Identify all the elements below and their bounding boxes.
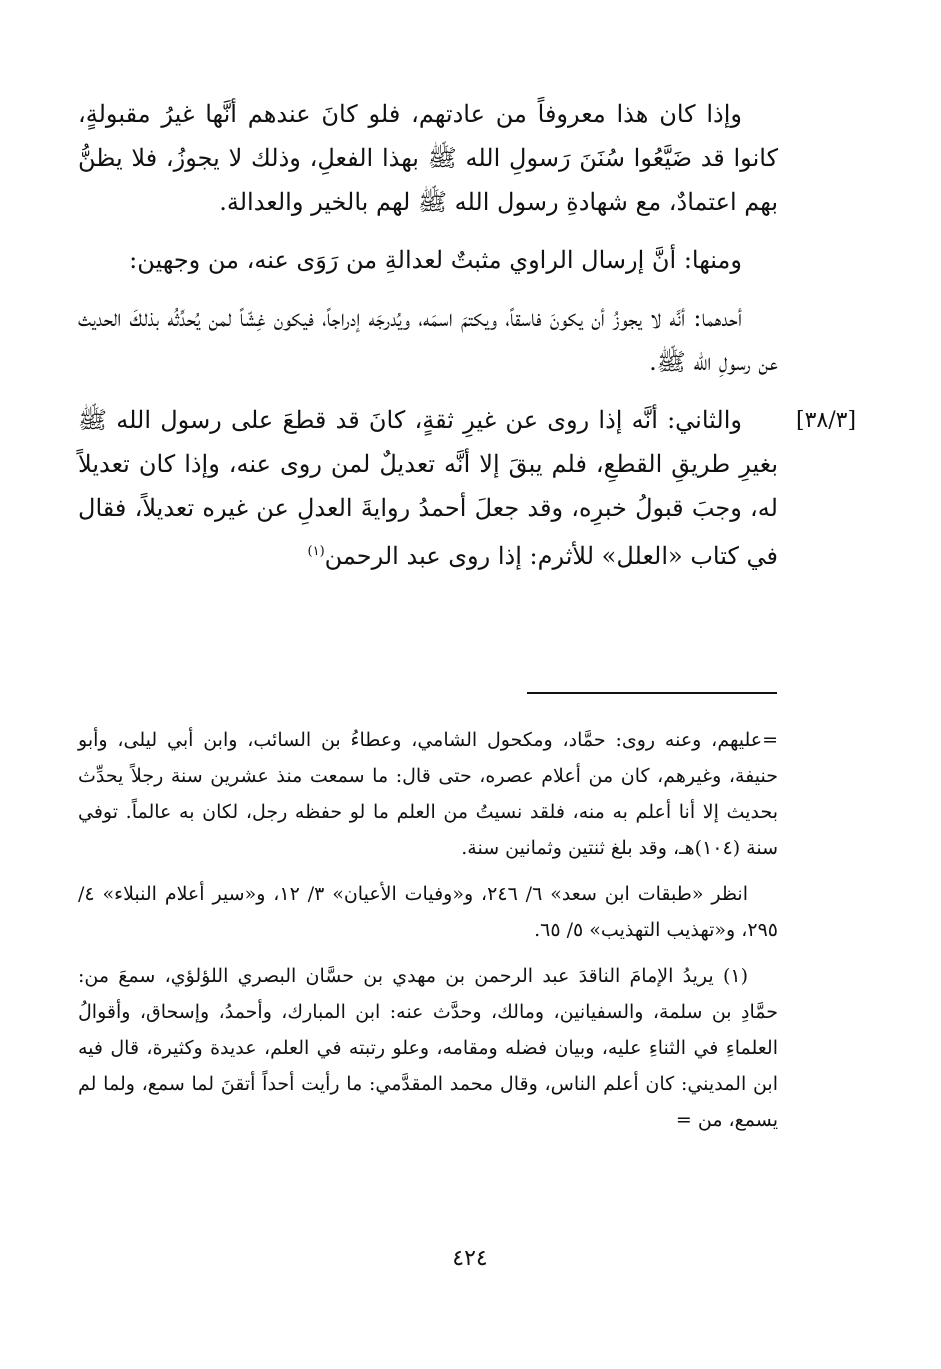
paragraph-4 — [78, 398, 778, 578]
page-number: ٤٢٤ — [452, 1246, 488, 1271]
margin-volume-page-ref: [٣٨/٣] — [796, 408, 857, 433]
paragraph-2: ومنها: أنَّ إرسال الراوي مثبتٌ لعدالةِ من رَوَى عنه، من وجهين: — [129, 246, 742, 274]
footnote-reference[interactable]: (١) — [307, 544, 325, 559]
paragraph-1: وإذا كان هذا معروفاً من عادتهم، فلو كانَ عندهم أنَّها غيرُ مقبولةٍ، كانوا قد ضَيَّعُوا سُنَنَ رَسولِ الله ﷺ بهذا الفعلِ، وذلك لا يجوزُ، فلا يظنُّ بهم اعتمادٌ، مع شهادةِ رسول الله ﷺ لهم بالخير والعدالة. — [78, 100, 778, 216]
footnote-continuation: =عليهم، وعنه روى: حمَّاد، ومكحول الشامي، وعطاءُ بن السائب، وابن أبي ليلى، وأبو حنيفة، وغيرهم، كان من أعلام عصره، حتى قال: ما سمعت منذ عشرين سنة رجلاً يحدِّث بحديث إلا أنا أعلم به منه، فلقد نسيتُ من العلم ما لو حفظه رجل، لكان به عالماً. توفي سنة (١٠٤)هـ، وقد بلغ ثنتين وثمانين سنة. — [78, 729, 778, 859]
footnotes-section — [78, 722, 778, 1148]
paragraph-3: أحدهما: أنَّه لا يجوزُ أن يكونَ فاسقاً، ويكتمَ اسمَه، ويُدرجَه إدراجاً، فيكون غِشّاً لمن يُحدِّثُه بذلكَ الحديث عن رسولِ الله ﷺ. — [78, 304, 778, 376]
paragraph-4-text: والثاني: أنَّه إذا روى عن غيرِ ثقةٍ، كانَ قد قطعَ على رسول الله ﷺ بغيرِ طريقِ القطعِ، فلم يبقَ إلا أنَّه تعديلٌ لمن روى عنه، وإذا كان تعديلاً له، وجبَ قبولُ خبرِه، وقد جعلَ أحمدُ روايةَ العدلِ عن غيره تعديلاً، فقال في كتاب «العلل» للأثرم: إذا روى عبد الرحمن — [78, 406, 778, 570]
footnote-separator — [527, 692, 777, 694]
main-text — [78, 92, 778, 592]
footnote-references: انظر «طبقات ابن سعد» ٦/ ٢٤٦، و«وفيات الأعيان» ٣/ ١٢، و«سير أعلام النبلاء» ٤/ ٢٩٥، و«تهذيب التهذيب» ٥/ ٦٥. — [78, 883, 778, 941]
footnote-1: (١) يريدُ الإمامَ الناقدَ عبد الرحمن بن مهدي بن حسَّان البصري اللؤلؤي، سمعَ من: حمَّادِ بن سلمة، والسفيانين، ومالك، وحدَّث عنه: ابن المبارك، وأحمدُ، وإسحاق، وأقوالُ العلماءِ في الثناءِ عليه، وبيان فضله ومقامه، وعلو رتبته في العلم، عديدة وكثيرة، قال فيه ابن المديني: كان أعلم الناس، وقال محمد المقدَّمي: ما رأيت أحداً أتقنَ لما سمع، ولما لم يسمع، من = — [78, 965, 778, 1131]
